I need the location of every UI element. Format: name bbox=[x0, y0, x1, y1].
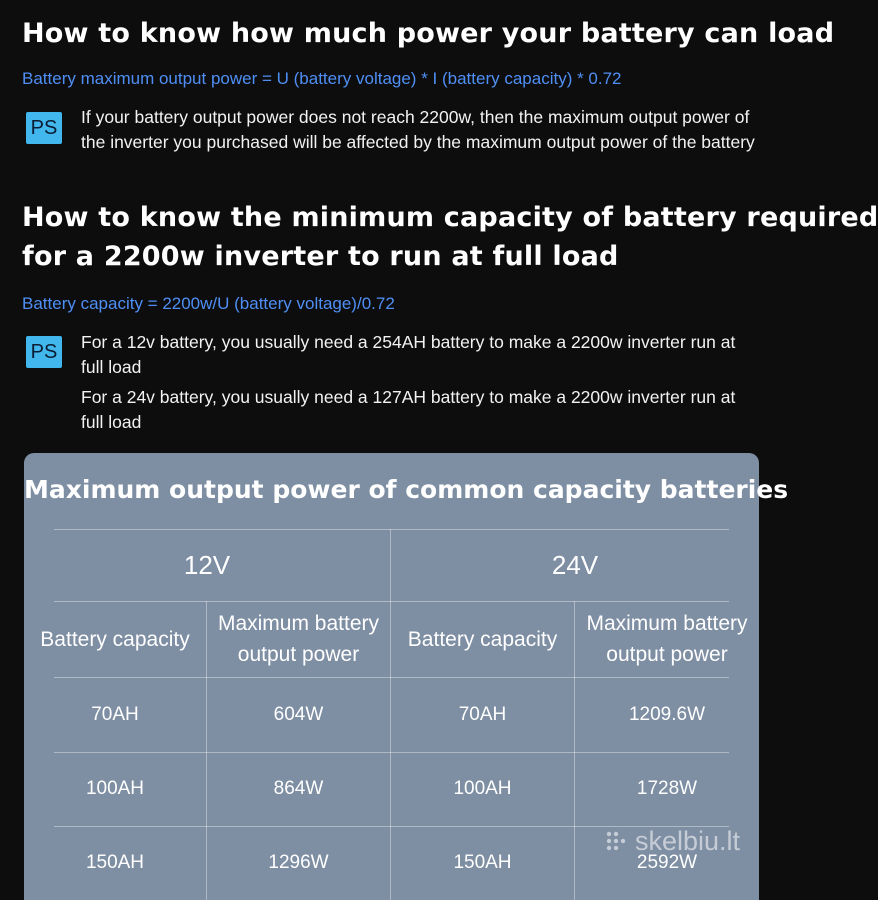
table-title: Maximum output power of common capacity batteries bbox=[24, 475, 789, 504]
section2-note-24v: For a 24v battery, you usually need a 127AH battery to make a 2200w inverter run at full load bbox=[81, 387, 736, 432]
table-cell: 100AH bbox=[85, 778, 145, 799]
table-cell: 1296W bbox=[268, 852, 329, 873]
ps-badge: PS bbox=[26, 336, 62, 368]
section1-note: If your battery output power does not reach 2200w, then the maximum output power of the inverter you purchased will be affected by the maximum output power of the battery bbox=[81, 107, 755, 152]
ps-badge: PS bbox=[26, 112, 62, 144]
table-cell: 864W bbox=[273, 778, 324, 799]
section1-title: How to know how much power your battery can load bbox=[22, 18, 835, 49]
table-cell: 70AH bbox=[458, 703, 507, 725]
watermark bbox=[605, 826, 740, 857]
dots-logo-icon bbox=[605, 830, 631, 854]
table-cell: 70AH bbox=[91, 703, 139, 725]
column-header-power-12v: Maximum battery output power bbox=[217, 612, 380, 666]
table-cell: 604W bbox=[273, 703, 324, 725]
section2-title-line1: How to know the minimum capacity of battery required bbox=[22, 202, 878, 233]
group-header-12v: 12V bbox=[183, 549, 231, 580]
table-cell: 1209.6W bbox=[628, 703, 706, 725]
watermark-text: skelbiu.lt bbox=[635, 826, 741, 856]
column-header-power-24v: Maximum battery output power bbox=[586, 612, 748, 666]
group-header-24v: 24V bbox=[551, 549, 599, 580]
column-header-capacity-12v: Battery capacity bbox=[40, 627, 190, 651]
section2-note-12v: For a 12v battery, you usually need a 254AH battery to make a 2200w inverter run at full load bbox=[81, 332, 736, 377]
table-cell: 2592W bbox=[636, 852, 698, 873]
table-cell: 150AH bbox=[85, 852, 145, 873]
power-formula: Battery maximum output power = U (battery voltage) * I (battery capacity) * 0.72 bbox=[22, 69, 622, 88]
section2-title-line2: for a 2200w inverter to run at full load bbox=[22, 241, 619, 272]
table-cell: 150AH bbox=[453, 852, 512, 873]
table-cell: 1728W bbox=[636, 778, 698, 799]
column-header-capacity-24v: Battery capacity bbox=[407, 627, 558, 651]
capacity-formula: Battery capacity = 2200w/U (battery voltage)/0.72 bbox=[22, 294, 395, 313]
table-cell: 100AH bbox=[453, 778, 512, 799]
